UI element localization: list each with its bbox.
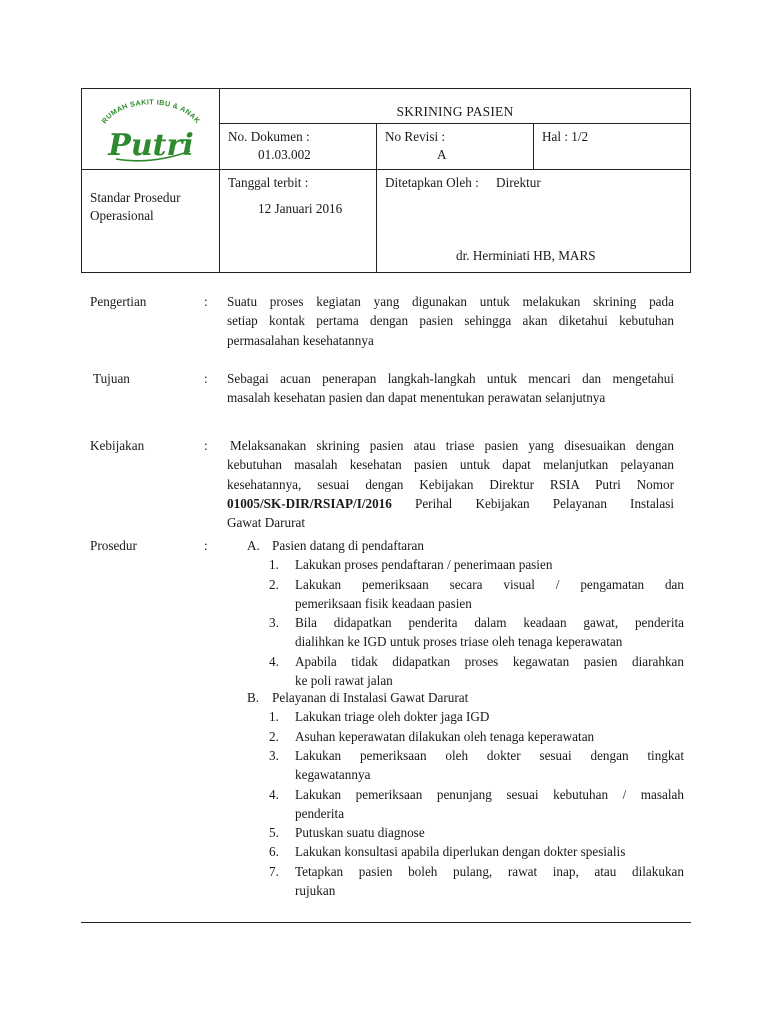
group-a-item-line-2: dialihkan ke IGD untuk proses triase oleh tenaga keperawatan [295, 634, 623, 650]
sop-label-line2: Operasional [90, 208, 154, 223]
group-b-item-number: 3. [269, 747, 279, 763]
tujuan-line-1: Sebagai acuan penerapan langkah-langkah untuk mencari dan mengetahui [227, 371, 674, 386]
group-b-item-line-1: Lakukan triage oleh dokter jaga IGD [295, 709, 490, 725]
group-a-marker: A. [247, 538, 260, 553]
kebijakan-line-5: Gawat Darurat [227, 515, 305, 531]
group-a-item-line-1: Lakukan pemeriksaan secara visual / pengamatan dan [295, 576, 684, 592]
kebijakan-line-2: kebutuhan masalah kesehatan pasien untuk dapat melanjutkan pelayanan [227, 457, 674, 473]
group-b-item-text [295, 823, 684, 842]
group-a-item-text [295, 652, 684, 691]
logo-arc-text: RUMAH SAKIT IBU & ANAK [99, 99, 203, 126]
signatory-name: dr. Herminiati HB, MARS [456, 248, 596, 263]
group-a-item-number: 3. [269, 615, 279, 631]
issue-date-value: 12 Januari 2016 [258, 201, 343, 216]
revision-cell [377, 124, 534, 170]
group-a-item-number: 4. [269, 653, 279, 669]
revision-value: A [437, 147, 447, 162]
kebijakan-colon: : [204, 438, 208, 453]
group-b-item-number: 5. [269, 825, 279, 841]
group-a-item-line-2: pemeriksaan fisik keadaan pasien [295, 595, 472, 611]
group-b-item-line-1: Lakukan konsultasi apabila diperlukan dengan dokter spesialis [295, 844, 626, 860]
group-b-marker: B. [247, 690, 260, 705]
group-a-item-line-1: Apabila tidak didapatkan proses kegawatan pasien diarahkan [295, 653, 684, 669]
kebijakan-line-3: kesehatannya, sesuai dengan Kebijakan Direktur RSIA Putri Nomor [227, 476, 674, 492]
pengertian-label: Pengertian [90, 294, 147, 309]
sop-label-line1: Standar Prosedur [90, 190, 181, 205]
established-by-cell [377, 170, 691, 273]
revision-label: No Revisi : [385, 129, 446, 144]
established-by-label: Ditetapkan Oleh : [385, 175, 479, 190]
group-a-item-text [295, 555, 684, 574]
page-cell [534, 124, 691, 170]
group-b-item-line-1: Putuskan suatu diagnose [295, 825, 425, 841]
group-b-item-number: 2. [269, 728, 279, 744]
hospital-logo [92, 99, 210, 169]
group-b-item-number: 4. [269, 786, 279, 802]
kebijakan-line-4-rest: Perihal Kebijakan Pelayanan Instalasi [391, 495, 674, 511]
logo-cell [82, 89, 220, 170]
doc-number-value: 01.03.002 [258, 147, 311, 162]
document-title: SKRINING PASIEN [396, 104, 514, 119]
bottom-divider [81, 922, 691, 923]
group-a-item-line-2: ke poli rawat jalan [295, 673, 393, 689]
pengertian-colon: : [204, 294, 208, 309]
tujuan-line-2: masalah kesehatan pasien dan dapat menentukan perawatan selanjutnya [227, 390, 606, 406]
issue-date-label: Tanggal terbit : [228, 175, 309, 190]
pengertian-line-1: Suatu proses kegiatan yang digunakan untuk melakukan skrining pada [227, 294, 674, 309]
group-b-item-line-1: Lakukan pemeriksaan oleh dokter sesuai dengan tingkat [295, 747, 684, 763]
kebijakan-text [227, 436, 674, 532]
prosedur-label: Prosedur [90, 538, 137, 553]
group-b-item-text [295, 727, 684, 746]
page-indicator: Hal : 1/2 [542, 129, 589, 144]
group-a-item-line-1: Bila didapatkan penderita dalam keadaan gawat, penderita [295, 615, 684, 631]
group-b-item-number: 7. [269, 863, 279, 879]
group-b-item-line-1: Tetapkan pasien boleh pulang, rawat inap, atau dilakukan [295, 863, 684, 879]
pengertian-text [227, 292, 674, 350]
group-b-item-number: 6. [269, 844, 279, 860]
svg-text:RUMAH SAKIT IBU & ANAK [100, 99, 203, 126]
doc-number-label: No. Dokumen : [228, 129, 310, 144]
issue-date-cell [220, 170, 377, 273]
sop-label-cell [82, 170, 220, 273]
group-b-item-line-2: penderita [295, 805, 345, 821]
group-b-item-line-2: kegawatannya [295, 767, 371, 783]
group-a-item-text [295, 613, 684, 652]
document-header-table [81, 88, 691, 273]
group-b-item-text [295, 746, 684, 785]
group-a-item-line-1: Lakukan proses pendaftaran / penerimaan pasien [295, 557, 553, 573]
group-b-item-number: 1. [269, 709, 279, 725]
tujuan-colon: : [204, 371, 208, 386]
tujuan-label: Tujuan [93, 371, 130, 386]
group-a-item-number: 2. [269, 576, 279, 592]
group-b-item-text [295, 707, 684, 726]
group-a-item-text [295, 575, 684, 614]
decree-number: 01005/SK-DIR/RSIAP/I/2016 [227, 495, 392, 511]
kebijakan-line-4 [227, 494, 674, 513]
group-b-item-text [295, 862, 684, 901]
kebijakan-label: Kebijakan [90, 438, 145, 453]
group-a-item-number: 1. [269, 557, 279, 573]
prosedur-colon: : [204, 538, 208, 553]
group-b-item-line-2: rujukan [295, 882, 336, 898]
group-a-title: Pasien datang di pendaftaran [272, 538, 424, 553]
pengertian-line-3: permasalahan kesehatannya [227, 332, 374, 348]
section-prosedur [90, 536, 690, 906]
group-b-title: Pelayanan di Instalasi Gawat Darurat [272, 690, 469, 705]
logo-wordmark: Putri [108, 128, 194, 163]
title-cell [220, 89, 691, 124]
doc-number-cell [220, 124, 377, 170]
kebijakan-line-1: Melaksanakan skrining pasien atau triase pasien yang disesuaikan dengan [230, 438, 674, 453]
group-b-item-line-1: Asuhan keperawatan dilakukan oleh tenaga keperawatan [295, 728, 595, 744]
group-b-item-line-1: Lakukan pemeriksaan penunjang sesuai kebutuhan / masalah [295, 786, 684, 802]
group-b-item-text [295, 842, 684, 861]
established-by-value: Direktur [496, 175, 541, 190]
group-b-item-text [295, 785, 684, 824]
pengertian-line-2: setiap kontak pertama dengan pasien sehingga akan diketahui kebutuhan [227, 313, 674, 329]
tujuan-text [227, 369, 674, 408]
